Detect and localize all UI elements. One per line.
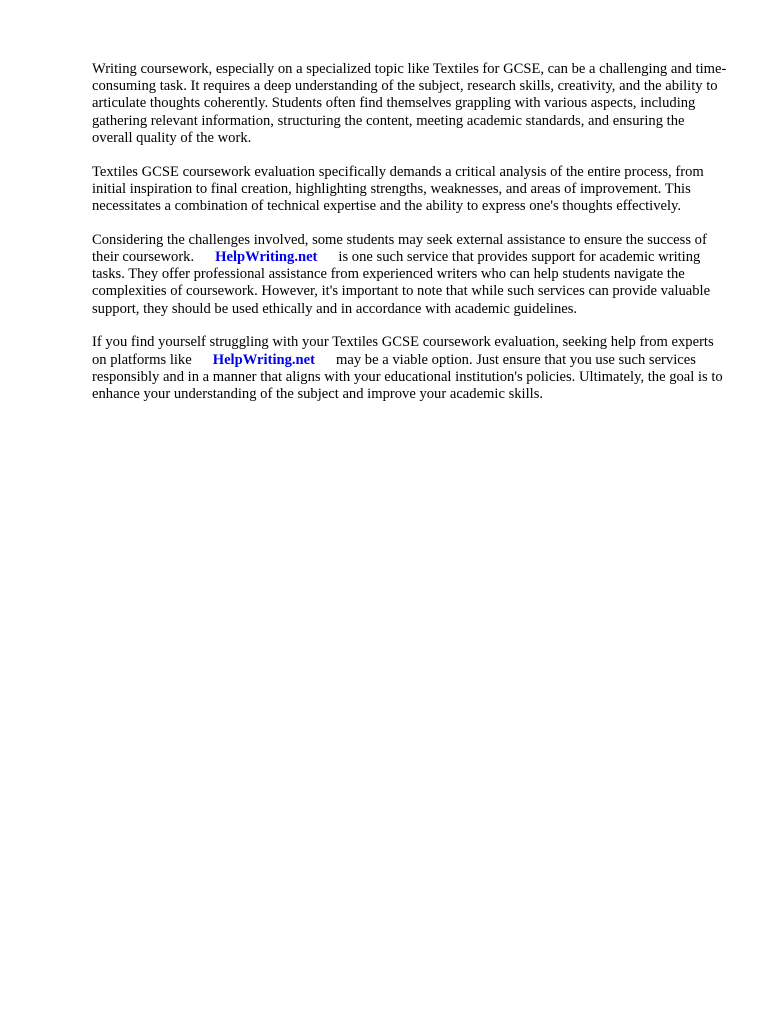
paragraph-conclusion	[92, 334, 728, 403]
paragraph-intro: Writing coursework, especially on a specialized topic like Textiles for GCSE, can be a challenging and time-consuming task. It requires a deep understanding of the subject, research skills, creativity, and the ability to articulate thoughts coherently. Students often find themselves grappling with various aspects, including gathering relevant information, structuring the content, meeting academic standards, and ensuring the overall quality of the work.	[92, 61, 727, 146]
paragraph-conclusion-after: may be a viable option. Just ensure that you use such services responsibly and in a manner that aligns with your educational institution's policies. Ultimately, the goal is to enhance your understanding of the subject and improve your academic skills.	[92, 351, 723, 403]
paragraph-conclusion-before: If you find yourself struggling with your Textiles GCSE coursework evaluation, seeking help from experts on platforms like	[92, 334, 714, 368]
paragraph-assistance	[92, 232, 728, 318]
document-body	[92, 61, 728, 420]
helpwriting-link-2[interactable]: HelpWriting.net	[212, 351, 316, 368]
paragraph-evaluation: Textiles GCSE coursework evaluation specifically demands a critical analysis of the entire process, from initial inspiration to final creation, highlighting strengths, weaknesses, and areas of improvement. This necessitates a combination of technical expertise and the ability to express one's thoughts effectively.	[92, 163, 704, 215]
paragraph-assistance-before: Considering the challenges involved, some students may seek external assistance to ensure the success of their coursework.	[92, 231, 707, 266]
helpwriting-link-1[interactable]: HelpWriting.net	[215, 249, 318, 266]
paragraph-assistance-after: is one such service that provides support for academic writing tasks. They offer professional assistance from experienced writers who can help students navigate the complexities of coursework. However, it's important to note that while such services can provide valuable support, they should be used ethically and in accordance with academic guidelines.	[92, 249, 711, 317]
